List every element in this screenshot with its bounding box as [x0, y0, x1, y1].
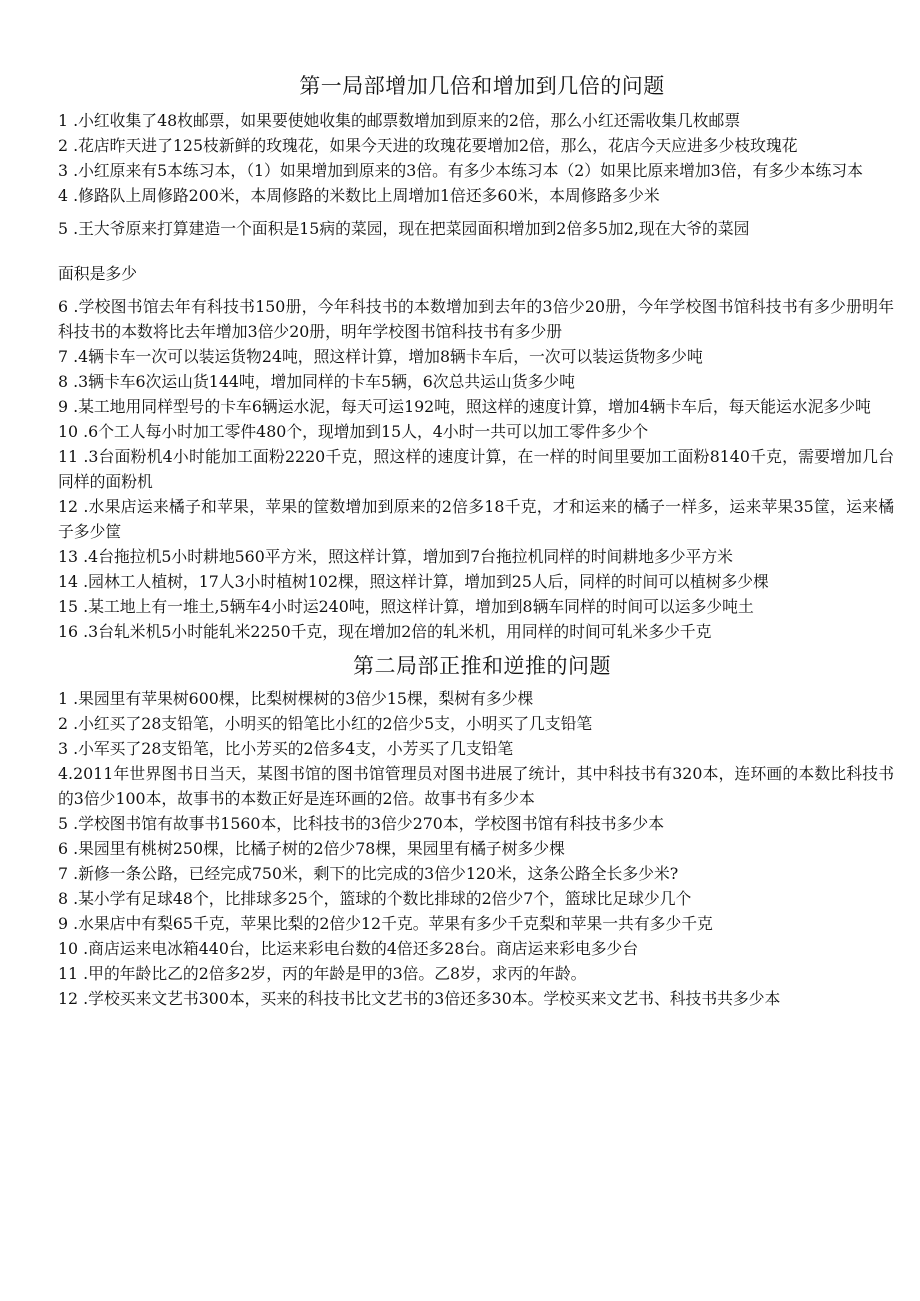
- problem-item: 2 .小红买了28支铅笔，小明买的铅笔比小红的2倍少5支，小明买了几支铅笔: [58, 714, 593, 733]
- problem-item: 14 .园林工人植树，17人3小时植树102棵，照这样计算，增加到25人后，同样的时间可以植树多少棵: [58, 572, 769, 591]
- problem-item: 7 .新修一条公路，已经完成750米，剩下的比完成的3倍少120米，这条公路全长多少米?: [58, 864, 679, 883]
- problem-item: 15 .某工地上有一堆土,5辆车4小时运240吨，照这样计算，增加到8辆车同样的时间可以运多少吨土: [58, 597, 754, 616]
- problem-item: 10 .商店运来电冰箱440台，比运来彩电台数的4倍还多28台。商店运来彩电多少台: [58, 939, 639, 958]
- section-1-title: 第一局部增加几倍和增加到几倍的问题: [299, 74, 665, 98]
- problem-item: 8 .某小学有足球48个，比排球多25个，篮球的个数比排球的2倍少7个，篮球比足球少几个: [58, 889, 692, 908]
- problem-item: 12 .水果店运来橘子和苹果，苹果的筐数增加到原来的2倍多18千克，才和运来的橘子一样多，运来苹果35筐，运来橘子多少筐: [58, 497, 894, 541]
- problem-item: 3 .小红原来有5本练习本，（1）如果增加到原来的3倍。有多少本练习本（2）如果比原来增加3倍，有多少本练习本: [58, 161, 863, 180]
- problem-item: 7 .4辆卡车一次可以装运货物24吨，照这样计算，增加8辆卡车后，一次可以装运货物多少吨: [58, 347, 703, 366]
- problem-item: 6 .学校图书馆去年有科技书150册，今年科技书的本数增加到去年的3倍少20册，今年学校图书馆科技书有多少册明年科技书的本数将比去年增加3倍少20册，明年学校图书馆科技书有多少册: [58, 297, 894, 341]
- problem-item: 9 .水果店中有梨65千克，苹果比梨的2倍少12千克。苹果有多少千克梨和苹果一共有多少千克: [58, 914, 713, 933]
- problem-item: 12 .学校买来文艺书300本，买来的科技书比文艺书的3倍还多30本。学校买来文艺书、科技书共多少本: [58, 989, 781, 1008]
- problem-item: 10 .6个工人每小时加工零件480个，现增加到15人，4小时一共可以加工零件多少个: [58, 422, 649, 441]
- section-1-list: [58, 108, 894, 644]
- problem-item: 5 .学校图书馆有故事书1560本，比科技书的3倍少270本，学校图书馆有科技书多少本: [58, 814, 664, 833]
- problem-item: 11 .3台面粉机4小时能加工面粉2220千克，照这样的速度计算，在一样的时间里要加工面粉8140千克，需要增加几台同样的面粉机: [58, 447, 894, 491]
- problem-item: 11 .甲的年龄比乙的2倍多2岁，丙的年龄是甲的3倍。乙8岁，求丙的年龄。: [58, 964, 587, 983]
- problem-item: 4 .修路队上周修路200米，本周修路的米数比上周增加1倍还多60米，本周修路多少米: [58, 186, 660, 205]
- problem-item: 1 .小红收集了48枚邮票，如果要使她收集的邮票数增加到原来的2倍，那么小红还需收集几枚邮票: [58, 111, 741, 130]
- problem-item: 5 .王大爷原来打算建造一个面积是15病的菜园，现在把菜园面积增加到2倍多5加2,现在大爷的菜园: [58, 219, 750, 238]
- section-2-list: [58, 686, 894, 1011]
- problem-item-continued: 面积是多少: [58, 264, 137, 283]
- problem-item: 9 .某工地用同样型号的卡车6辆运水泥，每天可运192吨，照这样的速度计算，增加4辆卡车后，每天能运水泥多少吨: [58, 397, 871, 416]
- problem-item: 2 .花店昨天进了125枝新鲜的玫瑰花，如果今天进的玫瑰花要增加2倍，那么，花店今天应进多少枝玫瑰花: [58, 136, 798, 155]
- problem-item: 6 .果园里有桃树250棵，比橘子树的2倍少78棵，果园里有橘子树多少棵: [58, 839, 565, 858]
- problem-item: 4.2011年世界图书日当天，某图书馆的图书馆管理员对图书进展了统计，其中科技书有320本，连环画的本数比科技书的3倍少100本，故事书的本数正好是连环画的2倍。故事书有多少本: [58, 764, 894, 808]
- problem-item: 13 .4台拖拉机5小时耕地560平方米，照这样计算，增加到7台拖拉机同样的时间耕地多少平方米: [58, 547, 733, 566]
- problem-item: 1 .果园里有苹果树600棵，比梨树棵树的3倍少15棵，梨树有多少棵: [58, 689, 534, 708]
- problem-item: 8 .3辆卡车6次运山货144吨，增加同样的卡车5辆，6次总共运山货多少吨: [58, 372, 575, 391]
- section-2-title: 第二局部正推和逆推的问题: [353, 654, 611, 678]
- problem-item: 3 .小军买了28支铅笔，比小芳买的2倍多4支，小芳买了几支铅笔: [58, 739, 514, 758]
- problem-item: 16 .3台轧米机5小时能轧米2250千克，现在增加2倍的轧米机，用同样的时间可轧米多少千克: [58, 622, 712, 641]
